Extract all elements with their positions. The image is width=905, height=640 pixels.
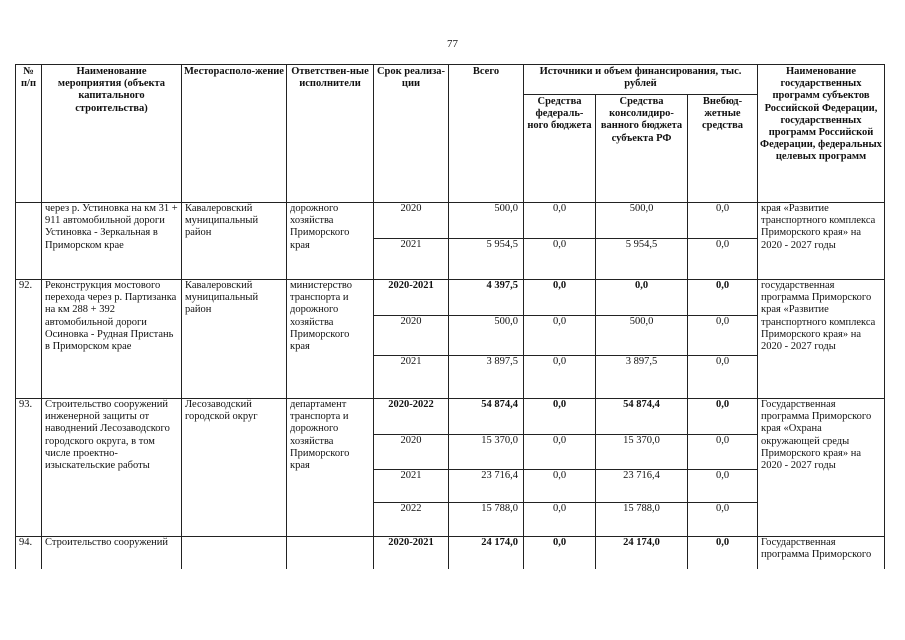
r93-reg-1: 15 370,0 xyxy=(596,435,688,470)
r93-off-2: 0,0 xyxy=(688,470,758,503)
cont-program: края «Развитие транспортного комплекса Приморского края» на 2020 - 2027 годы xyxy=(758,203,885,280)
r92-off-2: 0,0 xyxy=(688,356,758,399)
r93-off-1: 0,0 xyxy=(688,435,758,470)
r92-reg-1: 500,0 xyxy=(596,316,688,356)
header-location: Месторасполо-жение xyxy=(182,65,287,203)
r94-program: Государственная программа Приморского xyxy=(758,537,885,569)
r93-year-3: 2022 xyxy=(374,503,449,537)
r94-fed: 0,0 xyxy=(524,537,596,569)
r92-reg: 0,0 xyxy=(596,280,688,316)
header-sources: Источники и объем финансирования, тыс. рублей xyxy=(524,65,758,95)
header-total: Всего xyxy=(449,65,524,203)
header-federal: Средства федераль-ного бюджета xyxy=(524,95,596,203)
r93-fed: 0,0 xyxy=(524,399,596,435)
r92-period: 2020-2021 xyxy=(374,280,449,316)
cont-reg-2: 5 954,5 xyxy=(596,239,688,280)
r93-reg-3: 15 788,0 xyxy=(596,503,688,537)
r92-total: 4 397,5 xyxy=(449,280,524,316)
r92-name: Реконструкция мостового перехода через р. Партизанка на км 288 + 392 автомобильной дороги Осиновка - Рудная Пристань в Приморском крае xyxy=(42,280,182,399)
r94-executor xyxy=(287,537,374,569)
header-executor: Ответствен-ные исполнители xyxy=(287,65,374,203)
cont-fed-1: 0,0 xyxy=(524,203,596,239)
page-number: 77 xyxy=(447,38,458,50)
r93-reg-2: 23 716,4 xyxy=(596,470,688,503)
r93-program: Государственная программа Приморского края «Охрана окружающей среды Приморского края» на 2020 - 2027 годы xyxy=(758,399,885,537)
r93-reg: 54 874,4 xyxy=(596,399,688,435)
r93-num: 93. xyxy=(16,399,42,537)
r93-period: 2020-2022 xyxy=(374,399,449,435)
financing-table xyxy=(15,64,885,569)
r92-executor: министерство транспорта и дорожного хозяйства Приморского края xyxy=(287,280,374,399)
r94-num: 94. xyxy=(16,537,42,569)
cont-executor: дорожного хозяйства Приморского края xyxy=(287,203,374,280)
table-row xyxy=(16,537,885,569)
cont-off-2: 0,0 xyxy=(688,239,758,280)
cont-total-1: 500,0 xyxy=(449,203,524,239)
r93-off: 0,0 xyxy=(688,399,758,435)
r93-total-3: 15 788,0 xyxy=(449,503,524,537)
r92-location: Кавалеровский муниципальный район xyxy=(182,280,287,399)
cont-name: через р. Устиновка на км 31 + 911 автомобильной дороги Устиновка - Зеркальная в Приморском крае xyxy=(42,203,182,280)
r92-fed-2: 0,0 xyxy=(524,356,596,399)
r93-name: Строительство сооружений инженерной защиты от наводнений Лесозаводского городского округа, в том числе проектно-изыскательские работы xyxy=(42,399,182,537)
r94-period: 2020-2021 xyxy=(374,537,449,569)
cont-year-1: 2020 xyxy=(374,203,449,239)
r92-off: 0,0 xyxy=(688,280,758,316)
r92-fed: 0,0 xyxy=(524,280,596,316)
header-period: Срок реализа-ции xyxy=(374,65,449,203)
cont-num-cell xyxy=(16,203,42,280)
r93-total-1: 15 370,0 xyxy=(449,435,524,470)
cont-total-2: 5 954,5 xyxy=(449,239,524,280)
r93-total-2: 23 716,4 xyxy=(449,470,524,503)
r93-executor: департамент транспорта и дорожного хозяйства Приморского края xyxy=(287,399,374,537)
table-row xyxy=(16,203,885,239)
cont-reg-1: 500,0 xyxy=(596,203,688,239)
r94-total: 24 174,0 xyxy=(449,537,524,569)
r94-location xyxy=(182,537,287,569)
r92-off-1: 0,0 xyxy=(688,316,758,356)
r92-num: 92. xyxy=(16,280,42,399)
r93-year-1: 2020 xyxy=(374,435,449,470)
header-name: Наименование мероприятия (объекта капитального строительства) xyxy=(42,65,182,203)
r93-fed-2: 0,0 xyxy=(524,470,596,503)
header-offbudget: Внебюд-жетные средства xyxy=(688,95,758,203)
header-row-1 xyxy=(16,65,885,95)
r92-year-2: 2021 xyxy=(374,356,449,399)
r92-program: государственная программа Приморского края «Развитие транспортного комплекса Приморского края» на 2020 - 2027 годы xyxy=(758,280,885,399)
r93-year-2: 2021 xyxy=(374,470,449,503)
r94-name: Строительство сооружений xyxy=(42,537,182,569)
r92-fed-1: 0,0 xyxy=(524,316,596,356)
r92-reg-2: 3 897,5 xyxy=(596,356,688,399)
r93-fed-1: 0,0 xyxy=(524,435,596,470)
r93-location: Лесозаводский городской округ xyxy=(182,399,287,537)
r93-fed-3: 0,0 xyxy=(524,503,596,537)
r92-year-1: 2020 xyxy=(374,316,449,356)
r93-total: 54 874,4 xyxy=(449,399,524,435)
cont-year-2: 2021 xyxy=(374,239,449,280)
cont-off-1: 0,0 xyxy=(688,203,758,239)
r93-off-3: 0,0 xyxy=(688,503,758,537)
r94-off: 0,0 xyxy=(688,537,758,569)
header-num: № п/п xyxy=(16,65,42,203)
table-row xyxy=(16,280,885,316)
cont-location: Кавалеровский муниципальный район xyxy=(182,203,287,280)
header-regional: Средства консолидиро-ванного бюджета субъекта РФ xyxy=(596,95,688,203)
r92-total-1: 500,0 xyxy=(449,316,524,356)
header-programs: Наименование государственных программ субъектов Российской Федерации, государственных программ Российской Федерации, федеральных целевых программ xyxy=(758,65,885,203)
r94-reg: 24 174,0 xyxy=(596,537,688,569)
r92-total-2: 3 897,5 xyxy=(449,356,524,399)
cont-fed-2: 0,0 xyxy=(524,239,596,280)
table-row xyxy=(16,399,885,435)
